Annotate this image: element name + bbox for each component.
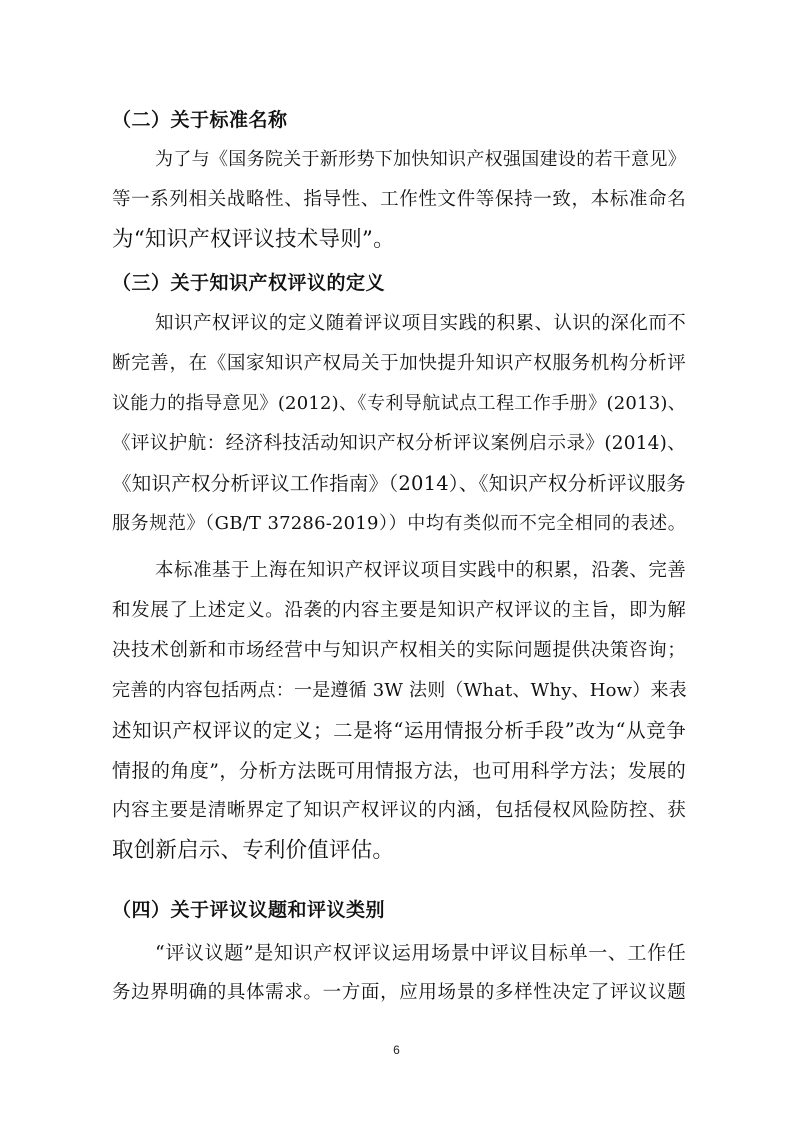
- section-heading: （四）关于评议议题和评议类别: [112, 899, 386, 921]
- paragraph-line: “评议议题”是知识产权评议运用场景中评议目标单一、工作任: [155, 942, 686, 964]
- paragraph-line: 本标准基于上海在知识产权评议项目实践中的积累，沿袭、完善: [155, 560, 686, 581]
- paragraph-line: 《知识产权分析评议工作指南》（2014）、《知识产权分析评议服务: [112, 472, 686, 495]
- paragraph-line: 服务规范》（GB/T 37286-2019））中均有类似而不完全相同的表述。: [112, 513, 686, 534]
- paragraph-line: 情报的角度”，分析方法既可用情报方法，也可用科学方法；发展的: [112, 760, 686, 782]
- section-heading: （二）关于标准名称: [112, 109, 288, 131]
- paragraph-line: 等一系列相关战略性、指导性、工作性文件等保持一致，本标准命名: [112, 189, 686, 210]
- page-number: 6: [393, 1043, 400, 1057]
- paragraph-line: 决技术创新和市场经营中与知识产权相关的实际问题提供决策咨询；: [112, 640, 686, 661]
- paragraph-line: 断完善，在《国家知识产权局关于加快提升知识产权服务机构分析评: [112, 353, 686, 374]
- paragraph-line: 和发展了上述定义。沿袭的内容主要是知识产权评议的主旨，即为解: [112, 600, 686, 621]
- paragraph-line: 内容主要是清晰界定了知识产权评议的内涵，包括侵权风险防控、获: [112, 800, 686, 821]
- paragraph-line: 为“知识产权评议技术导则”。: [112, 227, 395, 252]
- paragraph-line: 取创新启示、专利价值评估。: [112, 838, 395, 863]
- paragraph-line: 知识产权评议的定义随着评议项目实践的积累、认识的深化而不: [155, 313, 686, 334]
- paragraph-line: 完善的内容包括两点：一是遵循 3W 法则（What、Why、How）来表: [112, 680, 687, 701]
- paragraph-line: 为了与《国务院关于新形势下加快知识产权强国建设的若干意见》: [155, 149, 686, 170]
- paragraph-line: 议能力的指导意见》(2012)、《专利导航试点工程工作手册》(2013)、: [112, 393, 686, 414]
- paragraph-line: 《评议护航：经济科技活动知识产权分析评议案例启示录》(2014)、: [112, 433, 686, 454]
- paragraph-line: 述知识产权评议的定义；二是将“运用情报分析手段”改为“从竞争: [112, 719, 686, 742]
- section-heading: （三）关于知识产权评议的定义: [112, 272, 386, 294]
- paragraph-line: 务边界明确的具体需求。一方面，应用场景的多样性决定了评议议题: [112, 982, 686, 1003]
